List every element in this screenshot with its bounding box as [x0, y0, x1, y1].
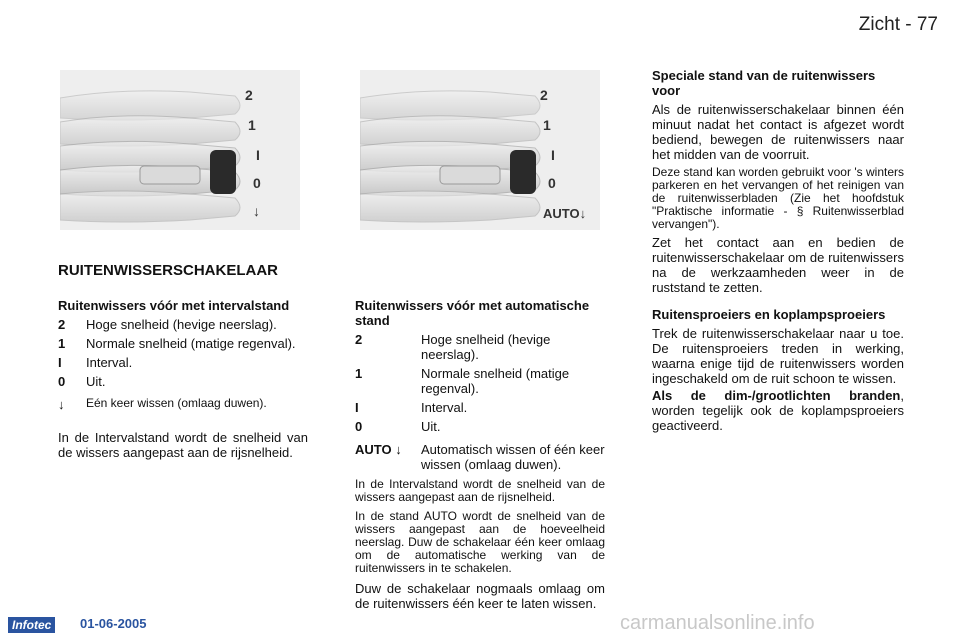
position-label-down: ↓: [253, 203, 260, 219]
list-item: 1 Normale snelheid (matige regenval).: [58, 336, 296, 351]
position-label-1: 1: [543, 117, 551, 133]
special-position-paragraph-1: Als de ruitenwisserschakelaar binnen één minuut nadat het contact is afgezet wordt bediend, bewegen de ruitenwissers naar het midden van de voorruit.: [652, 102, 904, 162]
list-item: 0 Uit.: [58, 374, 106, 389]
position-label-i: I: [256, 147, 260, 163]
infotec-logo: Infotec: [8, 617, 55, 633]
list-item: AUTO ↓ Automatisch wissen of één keer wissen (omlaag duwen).: [355, 442, 605, 472]
position-label-2: 2: [540, 87, 548, 103]
position-label-auto: AUTO↓: [543, 206, 587, 221]
footer-date: 01-06-2005: [80, 616, 147, 631]
list-item: 0 Uit.: [355, 419, 441, 434]
special-position-paragraph-3: Zet het contact aan en bedien de ruitenwisserschakelaar om de ruitenwissers na de werkzaamheden weer in de ruststand te zetten.: [652, 235, 904, 295]
special-position-paragraph-2: Deze stand kan worden gebruikt voor 's winters parkeren en het vervangen of het reinigen van de ruitenwisserbladen (Zie het hoofdstuk "Praktische informatie - § Ruitenwisserblad vervangen").: [652, 165, 904, 231]
auto-heading: Ruitenwissers vóór met automatische stand: [355, 298, 590, 328]
special-position-heading: Speciale stand van de ruitenwissers voor: [652, 68, 876, 98]
left-column: [58, 298, 308, 460]
washers-paragraph: Trek de ruitenwisserschakelaar naar u toe. De ruitensproeiers treden in werking, waarna enige tijd de ruitenwissers worden ingeschakeld om de ruit schoon te wissen.: [652, 326, 904, 386]
wiper-switch-intervalstand-illustration: [60, 70, 300, 230]
intervalstand-paragraph: In de Intervalstand wordt de snelheid van de wissers aangepast aan de rijsnelheid.: [58, 430, 308, 460]
auto-paragraph-3: Duw de schakelaar nogmaals omlaag om de ruitenwissers één keer te laten wissen.: [355, 581, 605, 611]
page-header: Zicht - 77: [858, 14, 938, 35]
list-item: I Interval.: [58, 355, 133, 370]
list-item: 2 Hoge snelheid (hevige neerslag).: [355, 332, 551, 362]
list-item: I Interval.: [355, 400, 468, 415]
auto-paragraph-1: In de Intervalstand wordt de snelheid van de wissers aangepast aan de rijsnelheid.: [355, 477, 605, 504]
list-item: 2 Hoge snelheid (hevige neerslag).: [58, 317, 277, 332]
auto-paragraph-2: In de stand AUTO wordt de snelheid van de wissers aangepast aan de hoeveelheid neerslag. Duw de schakelaar één keer omlaag om de automatische werking van de ruitenwissers in te schakelen.: [355, 509, 605, 575]
section-title: RUITENWISSERSCHAKELAAR: [58, 262, 279, 279]
headlamp-washers-paragraph: Als de dim-/grootlichten branden, worden tegelijk ook de koplampsproeiers geactiveerd.: [652, 388, 904, 433]
position-label-1: 1: [248, 117, 256, 133]
middle-column: [355, 298, 605, 611]
position-label-i: I: [551, 147, 555, 163]
intervalstand-heading: Ruitenwissers vóór met intervalstand: [58, 298, 290, 313]
right-column: [652, 68, 904, 433]
list-item: 1 Normale snelheid (matige regenval).: [355, 366, 570, 396]
washers-heading: Ruitensproeiers en koplampsproeiers: [652, 307, 886, 322]
list-item: ↓ Eén keer wissen (omlaag duwen).: [58, 396, 267, 412]
position-label-0: 0: [253, 175, 261, 191]
wiper-switch-auto-illustration: [360, 70, 600, 230]
position-label-2: 2: [245, 87, 253, 103]
watermark: carmanualsonline.info: [620, 612, 815, 634]
position-label-0: 0: [548, 175, 556, 191]
